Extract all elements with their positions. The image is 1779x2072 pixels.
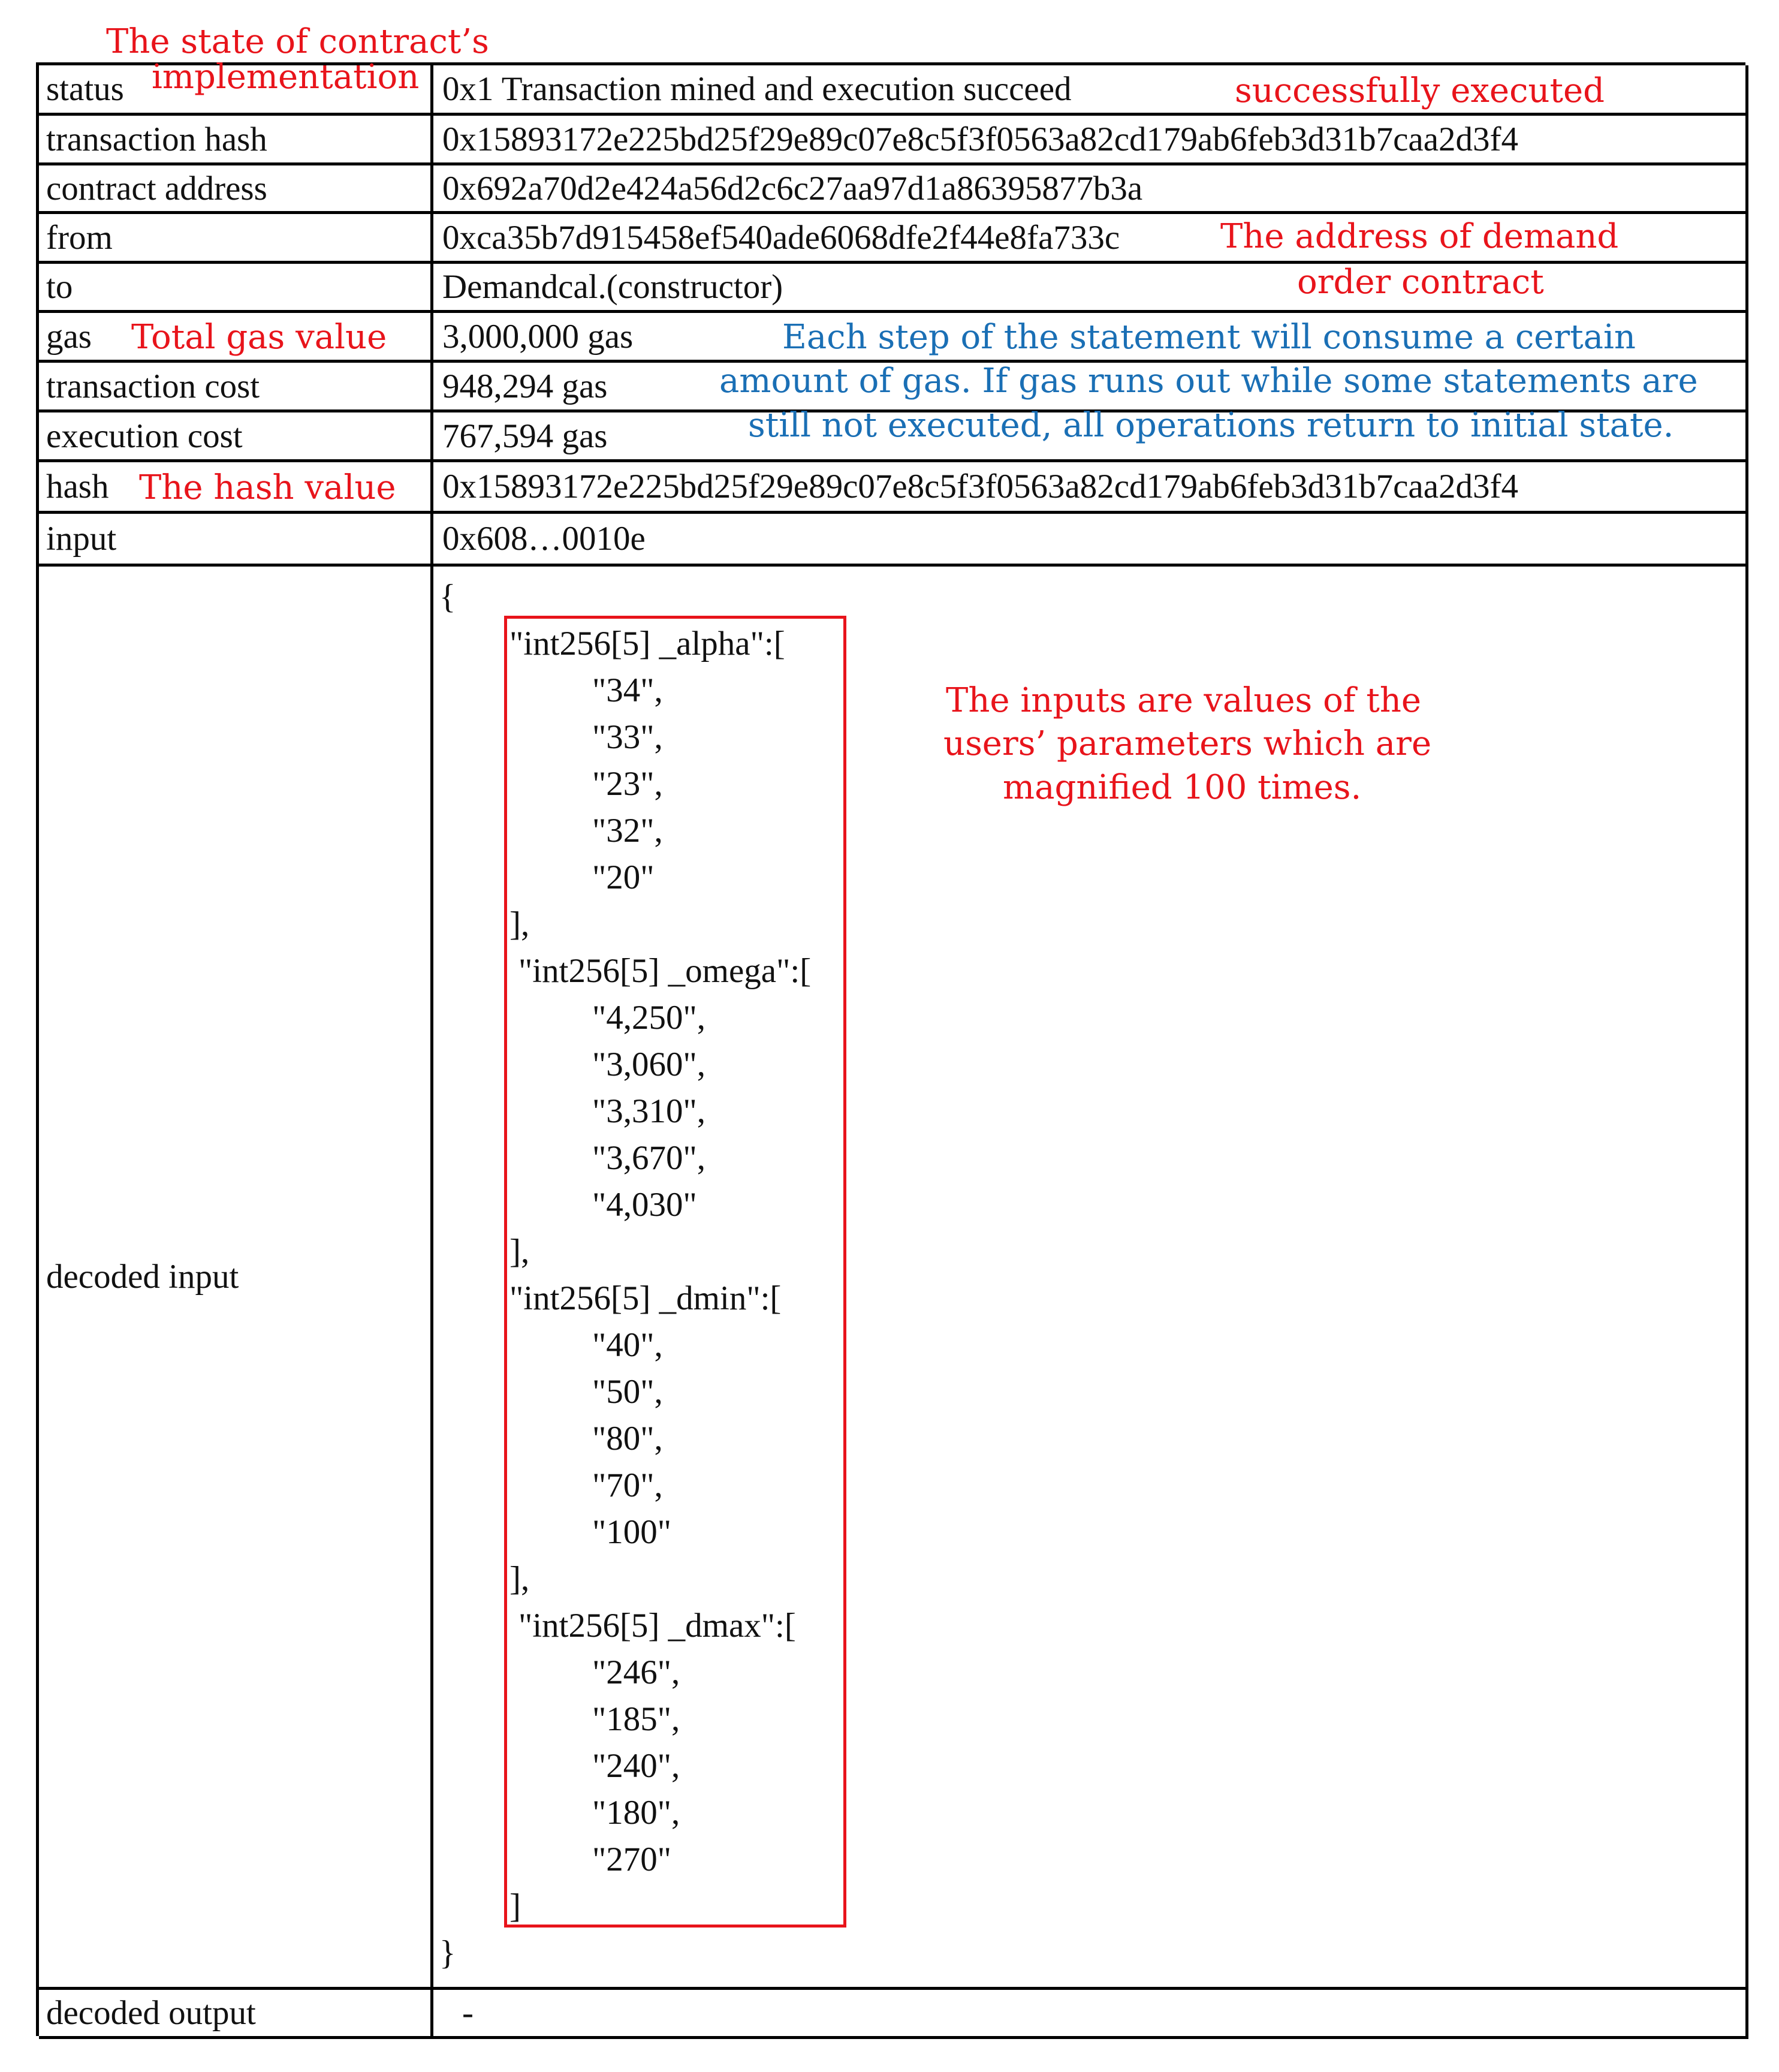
dmin-value: "100" <box>592 1513 672 1551</box>
hash-value: 0x15893172e225bd25f29e89c07e8c5f3f0563a82cd179ab6feb3d31b7caa2d3f4 <box>433 462 1748 514</box>
dmin-value: "50", <box>592 1373 663 1411</box>
status-label: status <box>39 65 433 116</box>
dmin-value: "40", <box>592 1326 663 1364</box>
omega-close-bracket: ], <box>509 1233 530 1270</box>
omega-value: "4,250", <box>592 999 706 1037</box>
gas-value: 3,000,000 gas <box>433 313 1748 363</box>
hash-value-annotation: The hash value <box>139 468 396 507</box>
decoded-input-label: decoded input <box>39 567 433 1990</box>
alpha-close-bracket: ], <box>509 905 530 943</box>
decoded-input-open-brace: { <box>439 578 456 616</box>
alpha-value: "32", <box>592 812 663 850</box>
dmin-value: "70", <box>592 1466 663 1504</box>
omega-value: "3,670", <box>592 1139 706 1177</box>
state-annotation-line1: The state of contract’s <box>106 22 489 61</box>
demand-annotation-line1: The address of demand <box>1220 217 1619 256</box>
alpha-value: "33", <box>592 718 663 756</box>
dmax-value: "240", <box>592 1747 680 1785</box>
gas-note-line1: Each step of the statement will consume a certain <box>782 318 1636 357</box>
to-value: Demandcal.(constructor) <box>433 264 1748 313</box>
omega-value: "4,030" <box>592 1186 697 1224</box>
parameters-highlight-box <box>504 616 846 1928</box>
status-value: 0x1 Transaction mined and execution succeed <box>433 65 1748 116</box>
transaction-hash-label: transaction hash <box>39 116 433 165</box>
from-value: 0xca35b7d915458ef540ade6068dfe2f44e8fa733c <box>433 214 1748 264</box>
transaction-cost-label: transaction cost <box>39 363 433 412</box>
decoded-output-label: decoded output <box>39 1990 433 2039</box>
gas-note-line2: amount of gas. If gas runs out while some statements are <box>719 362 1698 400</box>
dmax-value: "246", <box>592 1654 680 1691</box>
transaction-hash-value: 0x15893172e225bd25f29e89c07e8c5f3f0563a82cd179ab6feb3d31b7caa2d3f4 <box>433 116 1748 165</box>
alpha-value: "34", <box>592 671 663 709</box>
alpha-value: "20" <box>592 859 655 896</box>
gas-label: gas <box>39 313 433 363</box>
gas-note-line3: still not executed, all operations return to initial state. <box>748 406 1674 445</box>
inputs-annotation-line3: magnified 100 times. <box>1003 768 1362 807</box>
inputs-annotation-line1: The inputs are values of the <box>946 681 1422 720</box>
demand-annotation-line2: order contract <box>1297 263 1544 302</box>
dmax-value: "270" <box>592 1841 672 1878</box>
inputs-annotation-line2: users’ parameters which are <box>943 724 1432 763</box>
total-gas-annotation: Total gas value <box>131 318 387 357</box>
from-label: from <box>39 214 433 264</box>
execution-cost-value: 767,594 gas <box>433 412 1748 462</box>
alpha-param-name: "int256[5] _alpha":[ <box>509 625 785 662</box>
decoded-input-close-brace: } <box>439 1934 456 1972</box>
hash-label: hash <box>39 462 433 514</box>
dmax-close-bracket: ] <box>509 1887 521 1925</box>
dmin-value: "80", <box>592 1420 663 1457</box>
dmin-close-bracket: ], <box>509 1560 530 1598</box>
contract-address-value: 0x692a70d2e424a56d2c6c27aa97d1a86395877b3a <box>433 165 1748 214</box>
decoded-output-value: - <box>433 1990 1748 2039</box>
to-label: to <box>39 264 433 313</box>
input-label: input <box>39 514 433 567</box>
success-annotation: successfully executed <box>1235 71 1605 110</box>
omega-param-name: "int256[5] _omega":[ <box>518 952 812 990</box>
dmax-value: "185", <box>592 1700 680 1738</box>
dmin-param-name: "int256[5] _dmin":[ <box>509 1279 782 1317</box>
omega-value: "3,060", <box>592 1046 706 1083</box>
execution-cost-label: execution cost <box>39 412 433 462</box>
transaction-details-table <box>36 58 1745 2036</box>
dmax-value: "180", <box>592 1794 680 1832</box>
omega-value: "3,310", <box>592 1092 706 1130</box>
contract-address-label: contract address <box>39 165 433 214</box>
alpha-value: "23", <box>592 765 663 803</box>
input-value: 0x608…0010e <box>433 514 1748 567</box>
state-annotation-line2: implementation <box>152 58 420 97</box>
transaction-cost-value: 948,294 gas <box>433 363 1748 412</box>
dmax-param-name: "int256[5] _dmax":[ <box>518 1607 796 1645</box>
